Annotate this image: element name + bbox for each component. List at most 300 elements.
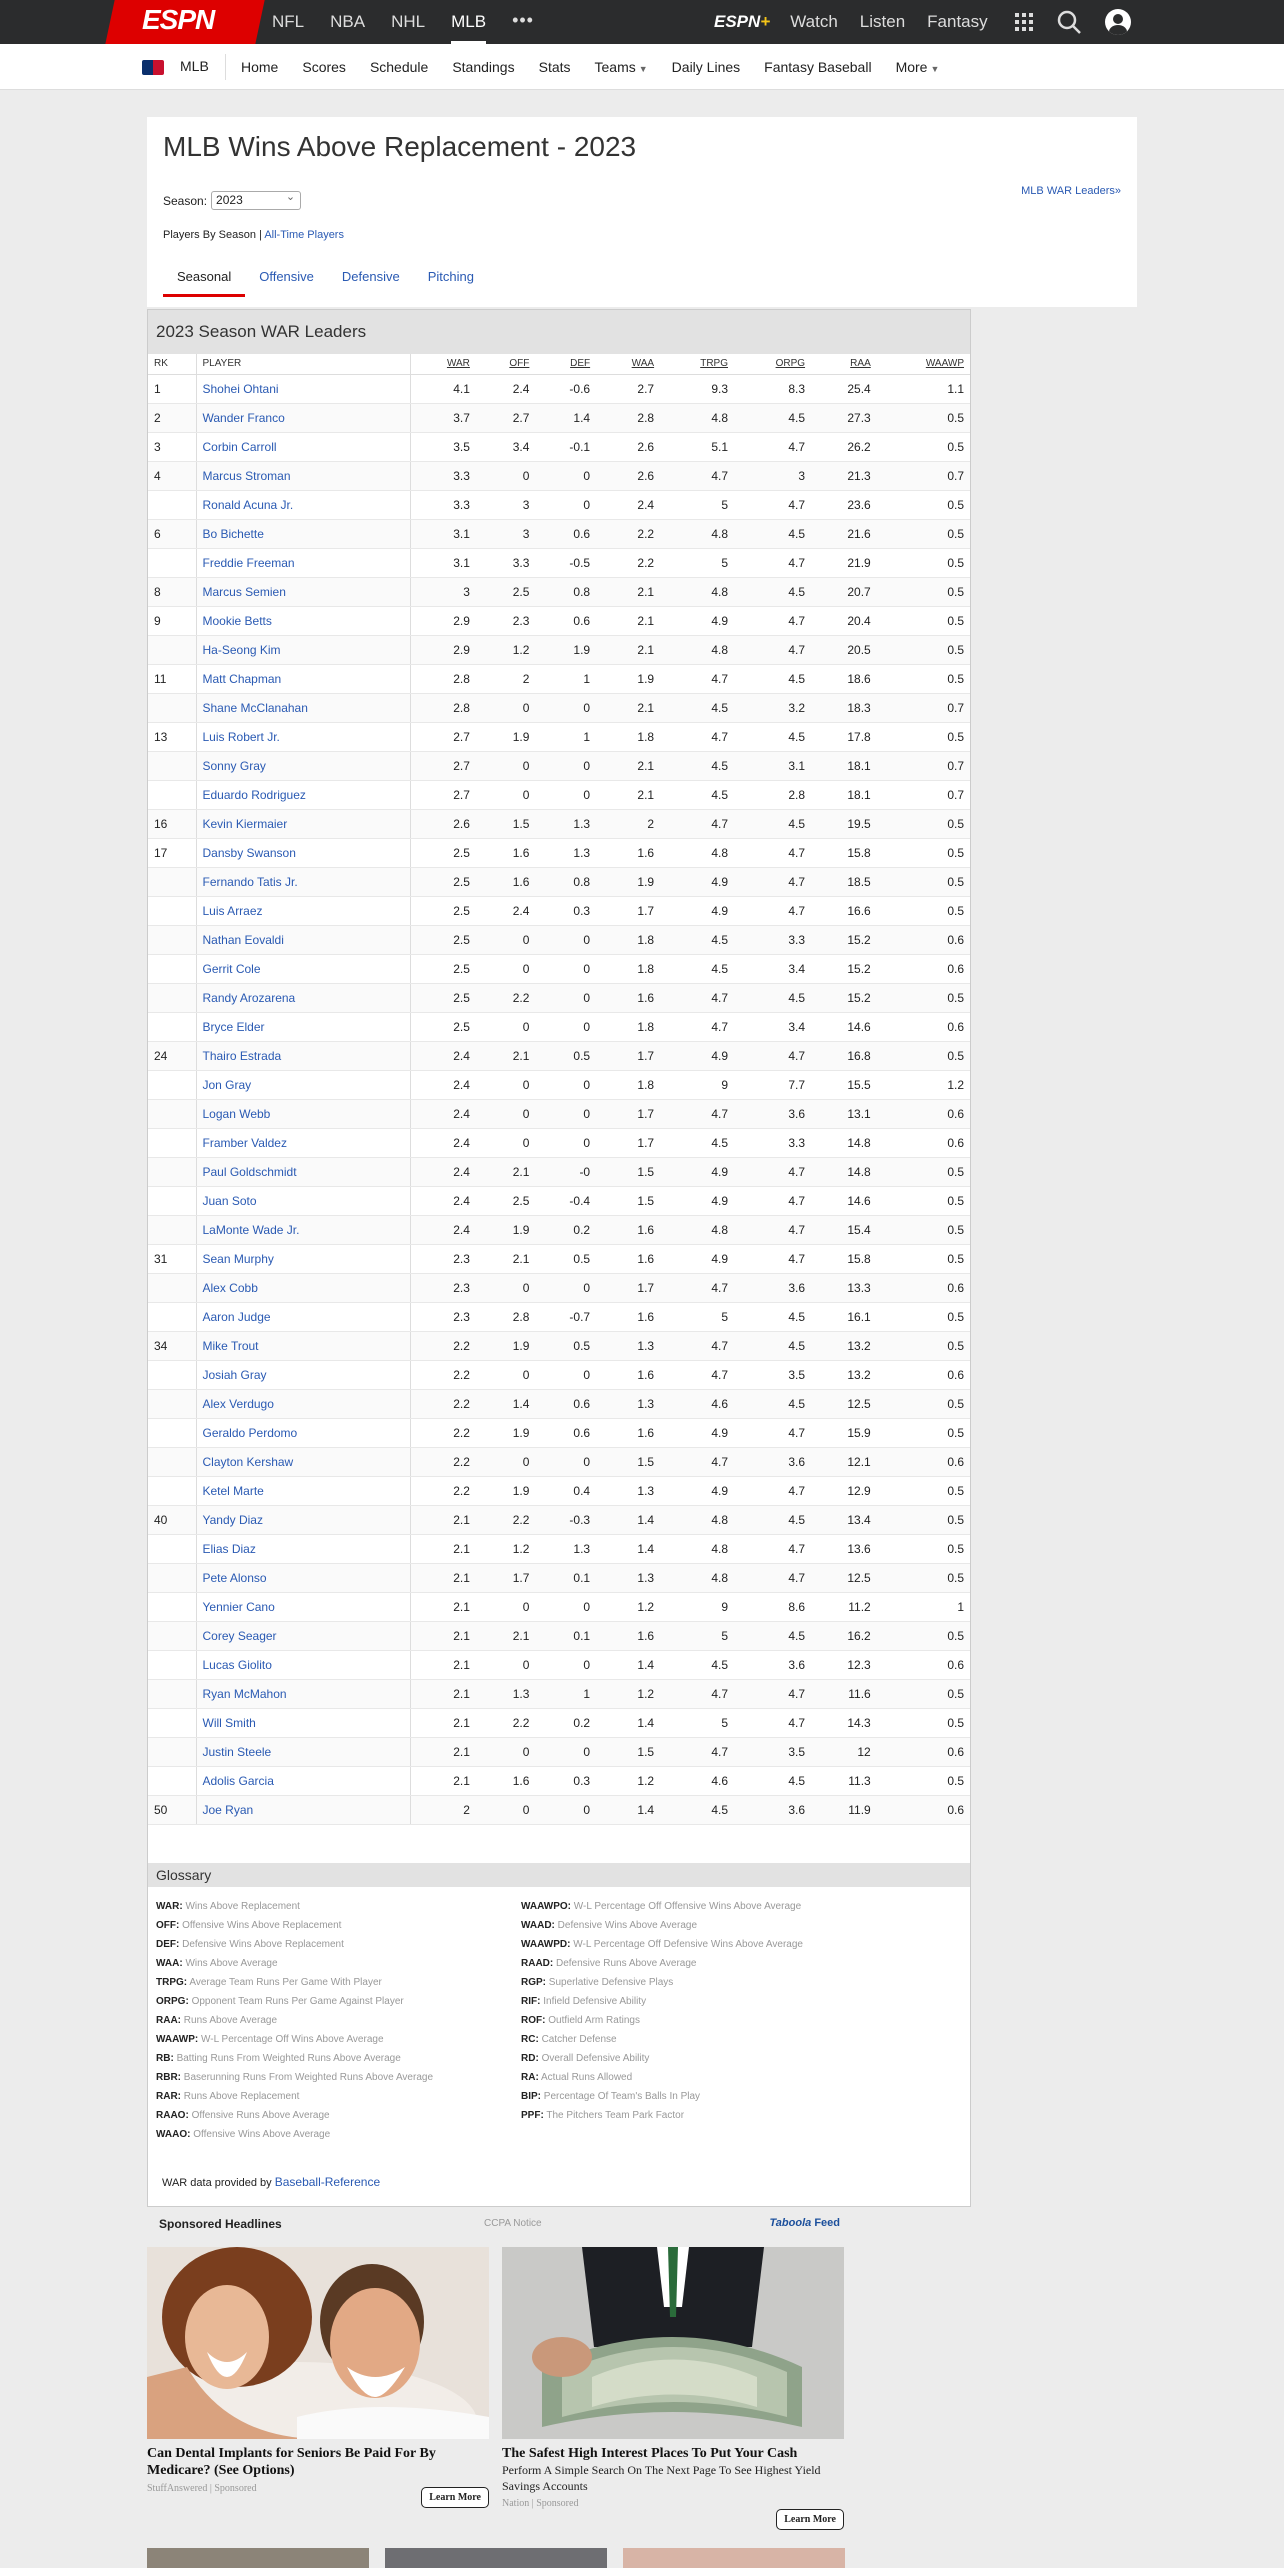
cell-waawp: 0.5 <box>877 809 970 838</box>
ad-title[interactable]: The Safest High Interest Places To Put Your Cash <box>502 2446 798 2461</box>
cell-waawp: 0.6 <box>877 1650 970 1679</box>
ad-thumbnail[interactable] <box>385 2548 607 2568</box>
cell-waawp: 0.6 <box>877 954 970 983</box>
cell-rk <box>148 1215 196 1244</box>
col-header-trpg[interactable]: TRPG <box>660 354 734 374</box>
cell-orpg: 4.5 <box>734 1766 811 1795</box>
data-credit <box>162 2175 380 2189</box>
cell-waawp: 0.7 <box>877 780 970 809</box>
cell-waa: 1.9 <box>596 664 660 693</box>
cell-waawp: 0.5 <box>877 1534 970 1563</box>
cell-off: 0 <box>476 461 535 490</box>
espn-plus-logo[interactable]: ESPN+ <box>714 12 771 31</box>
season-select[interactable]: 2023 ⌄ <box>211 191 301 210</box>
player-link[interactable]: Jon Gray <box>196 1070 410 1099</box>
nav-link-fantasy[interactable]: Fantasy <box>927 12 988 31</box>
table-row <box>148 664 970 693</box>
glossary-term: WAAWPD: <box>521 1939 571 1950</box>
cell-rk <box>148 1737 196 1766</box>
cell-trpg: 4.9 <box>660 1186 734 1215</box>
learn-more-button[interactable]: Learn More <box>421 2487 489 2508</box>
cell-rk <box>148 1534 196 1563</box>
table-row <box>148 867 970 896</box>
cell-war: 3.3 <box>410 461 476 490</box>
cell-raa: 15.8 <box>811 1244 877 1273</box>
table-row <box>148 1215 970 1244</box>
glossary-entry <box>156 1935 521 1954</box>
cell-raa: 20.7 <box>811 577 877 606</box>
cell-war: 2.8 <box>410 664 476 693</box>
cell-def: 1.3 <box>535 809 596 838</box>
cell-raa: 12.1 <box>811 1447 877 1476</box>
cell-waa: 2.6 <box>596 461 660 490</box>
glossary-term: RB: <box>156 2053 174 2064</box>
player-link[interactable]: Framber Valdez <box>196 1128 410 1157</box>
glossary-entry <box>156 1916 521 1935</box>
taboola-feed-logo[interactable] <box>769 2217 840 2229</box>
cell-orpg: 4.7 <box>734 490 811 519</box>
espn-logo[interactable]: ESPN <box>142 4 215 35</box>
player-link[interactable]: Fernando Tatis Jr. <box>196 867 410 896</box>
subnav-teams-label: Teams <box>594 59 636 75</box>
subnav-fantasy-baseball[interactable]: Fantasy Baseball <box>764 59 872 75</box>
col-header-waa[interactable]: WAA <box>596 354 660 374</box>
cell-rk <box>148 1447 196 1476</box>
table-row <box>148 548 970 577</box>
player-link[interactable]: Elias Diaz <box>196 1534 410 1563</box>
ad-thumbnail[interactable] <box>623 2548 845 2568</box>
cell-rk: 31 <box>148 1244 196 1273</box>
cell-def: -0.7 <box>535 1302 596 1331</box>
player-link[interactable]: Yennier Cano <box>196 1592 410 1621</box>
glossary-term: ROF: <box>521 2015 546 2026</box>
nav-item-nhl[interactable]: NHL <box>391 12 426 31</box>
cell-trpg: 4.8 <box>660 577 734 606</box>
player-link[interactable]: Lucas Giolito <box>196 1650 410 1679</box>
cell-trpg: 5 <box>660 490 734 519</box>
player-link[interactable]: Freddie Freeman <box>196 548 410 577</box>
season-row <box>163 191 301 210</box>
search-icon[interactable] <box>1055 8 1083 36</box>
player-link[interactable]: Luis Arraez <box>196 896 410 925</box>
cell-trpg: 5 <box>660 1621 734 1650</box>
cell-def: 1.3 <box>535 838 596 867</box>
player-link[interactable]: Wander Franco <box>196 403 410 432</box>
cell-rk: 17 <box>148 838 196 867</box>
player-link[interactable]: Thairo Estrada <box>196 1041 410 1070</box>
player-link[interactable]: Eduardo Rodriguez <box>196 780 410 809</box>
glossary-term: RAAO: <box>156 2110 189 2121</box>
glossary-left-column <box>156 1897 521 2144</box>
cell-rk: 1 <box>148 374 196 403</box>
cell-waa: 2.1 <box>596 751 660 780</box>
glossary-term: RAA: <box>156 2015 181 2026</box>
cell-waawp: 0.5 <box>877 635 970 664</box>
glossary-definition: Percentage Of Team's Balls In Play <box>543 2091 701 2102</box>
top-nav <box>0 0 1284 44</box>
cell-off: 2.4 <box>476 896 535 925</box>
chevron-down-icon: ▼ <box>638 64 648 74</box>
nav-item-nfl[interactable]: NFL <box>272 12 305 31</box>
cell-orpg: 4.7 <box>734 896 811 925</box>
cell-orpg: 3.4 <box>734 1012 811 1041</box>
player-link[interactable]: Nathan Eovaldi <box>196 925 410 954</box>
player-link[interactable]: Pete Alonso <box>196 1563 410 1592</box>
nav-item-mlb[interactable]: MLB <box>451 0 486 44</box>
cell-waa: 1.7 <box>596 1128 660 1157</box>
col-header-raa[interactable]: RAA <box>811 354 877 374</box>
cell-def: 0 <box>535 1128 596 1157</box>
player-link[interactable]: Ketel Marte <box>196 1476 410 1505</box>
col-header-off[interactable]: OFF <box>476 354 535 374</box>
user-account-icon[interactable] <box>1105 9 1131 35</box>
cell-raa: 18.6 <box>811 664 877 693</box>
cell-raa: 13.6 <box>811 1534 877 1563</box>
cell-off: 1.4 <box>476 1389 535 1418</box>
cell-raa: 17.8 <box>811 722 877 751</box>
cell-war: 2.8 <box>410 693 476 722</box>
col-header-rk: RK <box>148 354 196 374</box>
cell-waawp: 0.5 <box>877 403 970 432</box>
player-link[interactable]: Alex Cobb <box>196 1273 410 1302</box>
cell-rk <box>148 1621 196 1650</box>
player-link[interactable]: Yandy Diaz <box>196 1505 410 1534</box>
ad-title[interactable]: Can Dental Implants for Seniors Be Paid For By Medicare? (See Options) <box>147 2446 436 2478</box>
cell-rk <box>148 1766 196 1795</box>
cell-waa: 1.7 <box>596 1041 660 1070</box>
cell-def: -0 <box>535 1157 596 1186</box>
cell-orpg: 7.7 <box>734 1070 811 1099</box>
glossary-entry <box>156 2049 521 2068</box>
cell-def: 1 <box>535 722 596 751</box>
table-row <box>148 693 970 722</box>
player-link[interactable]: LaMonte Wade Jr. <box>196 1215 410 1244</box>
player-link[interactable]: Mookie Betts <box>196 606 410 635</box>
player-link[interactable]: Adolis Garcia <box>196 1766 410 1795</box>
players-by-season-label: Players By Season <box>163 229 256 241</box>
cell-orpg: 4.7 <box>734 1563 811 1592</box>
player-link[interactable]: Corey Seager <box>196 1621 410 1650</box>
cell-off: 1.9 <box>476 1418 535 1447</box>
cell-waawp: 0.5 <box>877 1766 970 1795</box>
cell-off: 2.8 <box>476 1302 535 1331</box>
table-body <box>148 374 970 1824</box>
cell-war: 2.1 <box>410 1737 476 1766</box>
subnav-standings[interactable]: Standings <box>452 59 515 75</box>
cell-off: 1.9 <box>476 1476 535 1505</box>
glossary-entry <box>521 2049 886 2068</box>
glossary-definition: Catcher Defense <box>541 2034 617 2045</box>
player-link[interactable]: Luis Robert Jr. <box>196 722 410 751</box>
cell-waawp: 0.5 <box>877 1476 970 1505</box>
cell-off: 3 <box>476 490 535 519</box>
cell-trpg: 9.3 <box>660 374 734 403</box>
apps-grid-icon[interactable] <box>1015 13 1033 31</box>
cell-waa: 1.8 <box>596 1070 660 1099</box>
player-link[interactable]: Ryan McMahon <box>196 1679 410 1708</box>
cell-waa: 2.1 <box>596 780 660 809</box>
player-link[interactable]: Shane McClanahan <box>196 693 410 722</box>
player-link[interactable]: Ronald Acuna Jr. <box>196 490 410 519</box>
cell-def: 1.3 <box>535 1534 596 1563</box>
glossary-entry <box>521 2030 886 2049</box>
player-link[interactable]: Corbin Carroll <box>196 432 410 461</box>
cell-def: 0 <box>535 461 596 490</box>
cell-raa: 16.1 <box>811 1302 877 1331</box>
table-row <box>148 1389 970 1418</box>
player-link[interactable]: Bryce Elder <box>196 1012 410 1041</box>
cell-waa: 1.8 <box>596 954 660 983</box>
tab-defensive[interactable]: Defensive <box>341 269 400 284</box>
baseball-reference-link[interactable]: Baseball-Reference <box>274 2175 381 2189</box>
cell-def: 0 <box>535 925 596 954</box>
cell-raa: 25.4 <box>811 374 877 403</box>
glossary-definition: Superlative Defensive Plays <box>548 1977 674 1988</box>
player-link[interactable]: Alex Verdugo <box>196 1389 410 1418</box>
cell-def: 0 <box>535 1447 596 1476</box>
glossary-definition: Actual Runs Allowed <box>541 2072 633 2083</box>
glossary-term: OFF: <box>156 1920 180 1931</box>
learn-more-button[interactable]: Learn More <box>776 2509 844 2530</box>
glossary-definition: Offensive Runs Above Average <box>191 2110 330 2121</box>
glossary-definition: Defensive Runs Above Average <box>556 1958 697 1969</box>
table-row <box>148 1418 970 1447</box>
cell-waa: 1.3 <box>596 1331 660 1360</box>
cell-war: 2.4 <box>410 1128 476 1157</box>
glossary-title: Glossary <box>148 1863 970 1887</box>
subnav-stats[interactable]: Stats <box>538 59 571 75</box>
cell-war: 2.1 <box>410 1708 476 1737</box>
subnav-teams[interactable] <box>595 59 648 75</box>
cell-war: 2.7 <box>410 751 476 780</box>
cell-def: -0.4 <box>535 1186 596 1215</box>
cell-def: 1 <box>535 664 596 693</box>
player-link[interactable]: Logan Webb <box>196 1099 410 1128</box>
cell-def: 0 <box>535 780 596 809</box>
nav-link-watch[interactable]: Watch <box>790 12 838 31</box>
page-title: MLB Wins Above Replacement - 2023 <box>163 131 637 162</box>
cell-trpg: 4.7 <box>660 722 734 751</box>
player-link[interactable]: Randy Arozarena <box>196 983 410 1012</box>
tab-offensive[interactable]: Offensive <box>259 269 314 284</box>
cell-orpg: 4.5 <box>734 403 811 432</box>
cell-rk: 16 <box>148 809 196 838</box>
cell-off: 2 <box>476 664 535 693</box>
col-header-orpg[interactable]: ORPG <box>734 354 811 374</box>
cell-trpg: 4.5 <box>660 1795 734 1824</box>
player-link[interactable]: Bo Bichette <box>196 519 410 548</box>
table-row <box>148 838 970 867</box>
cell-orpg: 3.3 <box>734 925 811 954</box>
cell-off: 2.2 <box>476 1505 535 1534</box>
cell-orpg: 3.2 <box>734 693 811 722</box>
all-time-players-link[interactable]: All-Time Players <box>264 229 344 241</box>
ad-source: StuffAnswered | Sponsored <box>147 2483 257 2494</box>
player-link[interactable]: Kevin Kiermaier <box>196 809 410 838</box>
cell-orpg: 4.7 <box>734 1041 811 1070</box>
ccpa-notice-link[interactable]: CCPA Notice <box>484 2218 542 2229</box>
glossary-definition: Outfield Arm Ratings <box>548 2015 640 2026</box>
player-link[interactable]: Gerrit Cole <box>196 954 410 983</box>
cell-def: 0 <box>535 1012 596 1041</box>
cell-rk <box>148 1708 196 1737</box>
cell-waawp: 0.6 <box>877 1447 970 1476</box>
sport-label[interactable]: MLB <box>180 58 209 74</box>
player-link[interactable]: Clayton Kershaw <box>196 1447 410 1476</box>
col-header-waawp[interactable]: WAAWP <box>877 354 970 374</box>
cell-trpg: 4.8 <box>660 1563 734 1592</box>
cell-war: 2.4 <box>410 1157 476 1186</box>
cell-def: 0.2 <box>535 1215 596 1244</box>
subnav-home[interactable]: Home <box>241 59 279 75</box>
table-row <box>148 1186 970 1215</box>
subnav-scores[interactable]: Scores <box>302 59 346 75</box>
table-title: 2023 Season WAR Leaders <box>148 310 970 354</box>
cell-war: 2.5 <box>410 954 476 983</box>
cell-war: 2.2 <box>410 1360 476 1389</box>
cell-rk: 50 <box>148 1795 196 1824</box>
cell-raa: 13.4 <box>811 1505 877 1534</box>
cell-rk <box>148 1012 196 1041</box>
cell-waa: 2.2 <box>596 519 660 548</box>
cell-def: 0 <box>535 1650 596 1679</box>
cell-trpg: 9 <box>660 1070 734 1099</box>
cell-off: 0 <box>476 1447 535 1476</box>
cell-off: 1.6 <box>476 1766 535 1795</box>
war-leaders-link[interactable]: MLB WAR Leaders» <box>1021 185 1121 197</box>
cell-trpg: 9 <box>660 1592 734 1621</box>
cell-off: 0 <box>476 693 535 722</box>
cell-trpg: 5 <box>660 548 734 577</box>
player-link[interactable]: Joe Ryan <box>196 1795 410 1824</box>
cell-rk <box>148 1563 196 1592</box>
cell-trpg: 4.9 <box>660 1476 734 1505</box>
cell-waa: 1.7 <box>596 896 660 925</box>
glossary-term: WAA: <box>156 1958 183 1969</box>
cell-waa: 1.4 <box>596 1708 660 1737</box>
cell-war: 3.1 <box>410 548 476 577</box>
cell-raa: 18.5 <box>811 867 877 896</box>
table-row <box>148 1621 970 1650</box>
player-link[interactable]: Geraldo Perdomo <box>196 1418 410 1447</box>
cell-waawp: 0.7 <box>877 751 970 780</box>
player-link[interactable]: Ha-Seong Kim <box>196 635 410 664</box>
glossary-term: RAAD: <box>521 1958 554 1969</box>
cell-orpg: 4.5 <box>734 983 811 1012</box>
subnav-schedule[interactable]: Schedule <box>369 59 429 75</box>
table-row <box>148 954 970 983</box>
player-link[interactable]: Mike Trout <box>196 1331 410 1360</box>
player-link[interactable]: Paul Goldschmidt <box>196 1157 410 1186</box>
cell-raa: 20.4 <box>811 606 877 635</box>
cell-waawp: 0.5 <box>877 1679 970 1708</box>
cell-trpg: 4.9 <box>660 896 734 925</box>
cell-raa: 11.2 <box>811 1592 877 1621</box>
player-link[interactable]: Marcus Stroman <box>196 461 410 490</box>
nav-item-nba[interactable]: NBA <box>330 12 366 31</box>
player-link[interactable]: Justin Steele <box>196 1737 410 1766</box>
cell-rk: 3 <box>148 432 196 461</box>
cell-war: 2.5 <box>410 896 476 925</box>
ad-image-cash[interactable] <box>502 2247 844 2439</box>
player-link[interactable]: Juan Soto <box>196 1186 410 1215</box>
player-link[interactable]: Aaron Judge <box>196 1302 410 1331</box>
ad-card-2[interactable] <box>502 2247 844 2525</box>
nav-link-listen[interactable]: Listen <box>859 12 906 31</box>
tab-pitching[interactable]: Pitching <box>427 269 474 284</box>
table-row <box>148 1447 970 1476</box>
col-header-war[interactable]: WAR <box>410 354 476 374</box>
cell-war: 2.9 <box>410 606 476 635</box>
cell-orpg: 4.5 <box>734 722 811 751</box>
cell-rk <box>148 1186 196 1215</box>
cell-rk <box>148 1476 196 1505</box>
cell-raa: 15.2 <box>811 954 877 983</box>
cell-waa: 1.4 <box>596 1795 660 1824</box>
cell-orpg: 4.5 <box>734 577 811 606</box>
player-link[interactable]: Marcus Semien <box>196 577 410 606</box>
subnav-more[interactable] <box>896 59 940 75</box>
more-dots-icon[interactable]: ••• <box>512 10 534 30</box>
cell-off: 1.6 <box>476 838 535 867</box>
cell-war: 2.2 <box>410 1476 476 1505</box>
player-link[interactable]: Will Smith <box>196 1708 410 1737</box>
cell-off: 1.6 <box>476 867 535 896</box>
table-row <box>148 722 970 751</box>
cell-def: 1.4 <box>535 403 596 432</box>
cell-orpg: 3.6 <box>734 1099 811 1128</box>
table-row <box>148 374 970 403</box>
player-link[interactable]: Sonny Gray <box>196 751 410 780</box>
cell-rk <box>148 693 196 722</box>
cell-waawp: 0.6 <box>877 1360 970 1389</box>
ad-source: Nation | Sponsored <box>502 2498 579 2509</box>
cell-war: 3.7 <box>410 403 476 432</box>
player-link[interactable]: Sean Murphy <box>196 1244 410 1273</box>
cell-raa: 15.9 <box>811 1418 877 1447</box>
season-label: Season: <box>163 193 208 208</box>
cell-trpg: 4.9 <box>660 867 734 896</box>
cell-rk: 2 <box>148 403 196 432</box>
player-link[interactable]: Josiah Gray <box>196 1360 410 1389</box>
cell-rk <box>148 751 196 780</box>
table-row <box>148 461 970 490</box>
table-row <box>148 1360 970 1389</box>
player-link[interactable]: Dansby Swanson <box>196 838 410 867</box>
cell-raa: 27.3 <box>811 403 877 432</box>
glossary-term: RIF: <box>521 1996 541 2007</box>
ad-thumbnail[interactable] <box>147 2548 369 2568</box>
cell-trpg: 4.7 <box>660 1331 734 1360</box>
table-row <box>148 1041 970 1070</box>
glossary-entry <box>156 1973 521 1992</box>
ad-image-couple[interactable] <box>147 2247 489 2439</box>
player-link[interactable]: Shohei Ohtani <box>196 374 410 403</box>
cell-off: 0 <box>476 1737 535 1766</box>
cell-trpg: 4.7 <box>660 664 734 693</box>
ad-card-1[interactable] <box>147 2247 489 2503</box>
cell-off: 0 <box>476 1099 535 1128</box>
cell-def: 0 <box>535 1099 596 1128</box>
cell-off: 2.3 <box>476 606 535 635</box>
taboola-feed-label: Feed <box>814 2217 840 2229</box>
col-header-def[interactable]: DEF <box>535 354 596 374</box>
subnav-daily-lines[interactable]: Daily Lines <box>671 59 741 75</box>
tab-seasonal[interactable]: Seasonal <box>163 265 245 297</box>
sub-nav <box>0 44 1284 90</box>
player-link[interactable]: Matt Chapman <box>196 664 410 693</box>
cell-trpg: 5 <box>660 1302 734 1331</box>
